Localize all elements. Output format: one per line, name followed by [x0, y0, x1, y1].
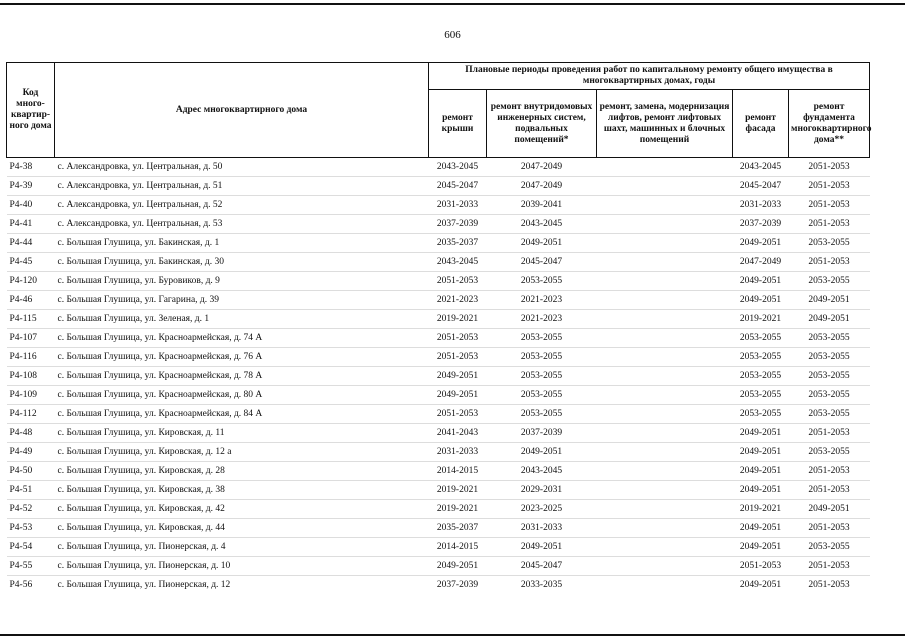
cell-code: Р4-48: [7, 424, 55, 443]
cell-roof: 2021-2023: [429, 291, 487, 310]
cell-roof: 2037-2039: [436, 580, 479, 590]
cell-roof: 2049-2051: [429, 557, 487, 576]
cell-code: Р4-41: [7, 215, 55, 234]
table-row: [7, 196, 870, 215]
cell-roof: 2051-2053: [429, 329, 487, 348]
cell-roof: 2037-2039: [429, 215, 487, 234]
cell-address: с. Большая Глушица, ул. Пионерская, д. 10: [55, 557, 429, 576]
cell-elevators: [597, 386, 733, 405]
cell-code: Р4-45: [7, 253, 55, 272]
cell-elevators: [597, 405, 733, 424]
cell-address: с. Большая Глушица, ул. Кировская, д. 38: [55, 481, 429, 500]
cell-foundation: 2051-2053: [808, 580, 850, 590]
table-row: [7, 348, 870, 367]
cell-address: с. Большая Глушица, ул. Пионерская, д. 4: [55, 538, 429, 557]
table-row: [7, 538, 870, 557]
cell-foundation: 2051-2053: [789, 158, 870, 177]
cell-facade: 2049-2051: [733, 272, 789, 291]
cell-facade: 2053-2055: [733, 329, 789, 348]
cell-address: с. Большая Глушица, ул. Красноармейская, д. 78 А: [55, 367, 429, 386]
cell-engineering: 2047-2049: [487, 158, 597, 177]
cell-code: Р4-39: [7, 177, 55, 196]
cell-address: с. Александровка, ул. Центральная, д. 50: [55, 158, 429, 177]
cell-code: Р4-40: [7, 196, 55, 215]
cell-address: с. Большая Глушица, ул. Красноармейская, д. 74 А: [55, 329, 429, 348]
cell-engineering: 2045-2047: [487, 253, 597, 272]
cell-roof: 2019-2021: [429, 310, 487, 329]
cell-elevators: [597, 329, 733, 348]
cell-engineering: 2031-2033: [487, 519, 597, 538]
table-row: [7, 405, 870, 424]
header-roof: ремонт крыши: [429, 90, 487, 158]
table-row: [7, 253, 870, 272]
table-row: [7, 481, 870, 500]
header-row-top: [7, 63, 870, 90]
cell-elevators: [597, 348, 733, 367]
cell-facade: 2049-2051: [733, 234, 789, 253]
cell-engineering: 2053-2055: [487, 405, 597, 424]
cell-facade: 2047-2049: [733, 253, 789, 272]
cell-roof: 2031-2033: [429, 443, 487, 462]
bottom-rule: [0, 634, 905, 636]
cell-engineering: 2049-2051: [487, 538, 597, 557]
cell-facade: 2053-2055: [733, 367, 789, 386]
cell-roof: 2014-2015: [429, 462, 487, 481]
cell-engineering: 2045-2047: [487, 557, 597, 576]
table-row: [7, 177, 870, 196]
cell-roof: 2031-2033: [429, 196, 487, 215]
cell-address: с. Александровка, ул. Центральная, д. 53: [55, 215, 429, 234]
cell-code: Р4-116: [7, 348, 55, 367]
cell-facade: 2053-2055: [733, 386, 789, 405]
cell-foundation: 2053-2055: [789, 329, 870, 348]
table-row: [7, 158, 870, 177]
cell-facade: 2053-2055: [733, 348, 789, 367]
cell-elevators: [597, 272, 733, 291]
cell-code: Р4-115: [7, 310, 55, 329]
cell-foundation: 2053-2055: [789, 538, 870, 557]
top-rule: [0, 3, 905, 5]
cell-address: с. Большая Глушица, ул. Пионерская, д. 12: [57, 580, 231, 590]
cell-facade: 2031-2033: [733, 196, 789, 215]
cell-facade: 2045-2047: [733, 177, 789, 196]
cell-address: с. Александровка, ул. Центральная, д. 52: [55, 196, 429, 215]
header-periods: Плановые периоды проведения работ по капитальному ремонту общего имущества в многоквартирных домах, годы: [429, 63, 870, 90]
cell-code: Р4-109: [7, 386, 55, 405]
cell-code: Р4-46: [7, 291, 55, 310]
cell-engineering: 2049-2051: [487, 234, 597, 253]
cell-facade: 2019-2021: [733, 310, 789, 329]
header-facade: ремонт фасада: [733, 90, 789, 158]
cell-engineering: 2053-2055: [487, 386, 597, 405]
cell-address: с. Большая Глушица, ул. Кировская, д. 11: [55, 424, 429, 443]
cell-foundation: 2051-2053: [789, 462, 870, 481]
cell-code: Р4-50: [7, 462, 55, 481]
cell-code: Р4-107: [7, 329, 55, 348]
cell-elevators: [597, 177, 733, 196]
cell-code: Р4-51: [7, 481, 55, 500]
cell-elevators: [597, 576, 733, 595]
cell-elevators: [597, 538, 733, 557]
cell-elevators: [597, 196, 733, 215]
header-address: Адрес многоквартирного дома: [55, 63, 429, 158]
cell-address: с. Большая Глушица, ул. Зеленая, д. 1: [55, 310, 429, 329]
cell-engineering: 2049-2051: [487, 443, 597, 462]
cell-engineering: 2043-2045: [487, 462, 597, 481]
cell-foundation: 2053-2055: [789, 234, 870, 253]
cell-address: с. Большая Глушица, ул. Красноармейская, д. 76 А: [55, 348, 429, 367]
cell-foundation: 2051-2053: [789, 424, 870, 443]
cell-elevators: [597, 443, 733, 462]
cell-code: Р4-44: [7, 234, 55, 253]
cell-facade: 2037-2039: [733, 215, 789, 234]
cell-elevators: [597, 215, 733, 234]
cell-facade: 2049-2051: [733, 538, 789, 557]
cell-facade: 2049-2051: [739, 580, 782, 590]
cell-address: с. Большая Глушица, ул. Бакинская, д. 1: [55, 234, 429, 253]
cell-elevators: [597, 253, 733, 272]
table-body: [7, 158, 870, 595]
cell-address: с. Большая Глушица, ул. Буровиков, д. 9: [55, 272, 429, 291]
cell-facade: 2049-2051: [733, 424, 789, 443]
table-row: [7, 329, 870, 348]
cell-engineering: 2021-2023: [487, 291, 597, 310]
cell-elevators: [597, 519, 733, 538]
cell-elevators: [597, 234, 733, 253]
cell-foundation: 2053-2055: [789, 386, 870, 405]
cell-address: с. Большая Глушица, ул. Бакинская, д. 30: [55, 253, 429, 272]
cell-elevators: [597, 158, 733, 177]
cell-roof: 2049-2051: [429, 367, 487, 386]
cell-code: Р4-54: [7, 538, 55, 557]
cell-foundation: 2053-2055: [789, 348, 870, 367]
cell-address: с. Большая Глушица, ул. Кировская, д. 28: [55, 462, 429, 481]
cell-elevators: [597, 462, 733, 481]
header-code: Код много-квартир-ного дома: [7, 63, 55, 158]
table-row: [7, 386, 870, 405]
cell-roof: 2019-2021: [429, 500, 487, 519]
cell-foundation: 2049-2051: [789, 500, 870, 519]
cell-address: с. Большая Глушица, ул. Кировская, д. 12 а: [55, 443, 429, 462]
cell-facade: 2049-2051: [733, 443, 789, 462]
header-engineering: ремонт внутридомовых инженерных систем, подвальных помещений*: [487, 90, 597, 158]
cell-code: Р4-52: [7, 500, 55, 519]
cell-code: Р4-49: [7, 443, 55, 462]
cell-foundation: 2051-2053: [789, 519, 870, 538]
cell-roof: 2035-2037: [429, 519, 487, 538]
cell-roof: 2014-2015: [429, 538, 487, 557]
cell-code: Р4-53: [7, 519, 55, 538]
cell-address: с. Большая Глушица, ул. Красноармейская, д. 80 А: [55, 386, 429, 405]
cell-facade: 2049-2051: [733, 462, 789, 481]
repair-schedule-table: [6, 62, 870, 594]
header-foundation: ремонт фундамента многоквартирного дома**: [789, 90, 870, 158]
cell-engineering: 2029-2031: [487, 481, 597, 500]
cell-address: с. Большая Глушица, ул. Кировская, д. 44: [55, 519, 429, 538]
table-row: [7, 424, 870, 443]
cell-foundation: 2051-2053: [789, 481, 870, 500]
cell-engineering: 2053-2055: [487, 272, 597, 291]
cell-roof: 2051-2053: [429, 272, 487, 291]
cell-elevators: [597, 367, 733, 386]
table-row: [7, 310, 870, 329]
cell-code: Р4-56: [9, 580, 33, 590]
cell-engineering: 2043-2045: [487, 215, 597, 234]
cell-foundation: 2053-2055: [789, 443, 870, 462]
cell-engineering: 2053-2055: [487, 348, 597, 367]
cell-engineering: 2033-2035: [520, 580, 563, 590]
cell-roof: 2049-2051: [429, 386, 487, 405]
cell-engineering: 2047-2049: [487, 177, 597, 196]
cell-address: с. Большая Глушица, ул. Гагарина, д. 39: [55, 291, 429, 310]
cell-elevators: [597, 291, 733, 310]
cell-code: Р4-112: [7, 405, 55, 424]
cell-elevators: [597, 557, 733, 576]
cell-engineering: 2053-2055: [487, 367, 597, 386]
cell-roof: 2045-2047: [429, 177, 487, 196]
cell-roof: 2043-2045: [429, 158, 487, 177]
cell-engineering: 2021-2023: [487, 310, 597, 329]
cell-facade: 2049-2051: [733, 291, 789, 310]
cell-foundation: 2051-2053: [789, 557, 870, 576]
cell-facade: 2049-2051: [733, 481, 789, 500]
cell-foundation: 2051-2053: [789, 215, 870, 234]
cell-foundation: 2049-2051: [789, 310, 870, 329]
cell-address: с. Большая Глушица, ул. Красноармейская, д. 84 А: [55, 405, 429, 424]
cell-foundation: 2053-2055: [789, 367, 870, 386]
table-row: [7, 272, 870, 291]
cell-roof: 2043-2045: [429, 253, 487, 272]
table-row: [7, 291, 870, 310]
table-row: [7, 557, 870, 576]
cell-roof: 2041-2043: [429, 424, 487, 443]
cell-code: Р4-108: [7, 367, 55, 386]
cell-foundation: 2049-2051: [789, 291, 870, 310]
cell-code: Р4-55: [7, 557, 55, 576]
cell-engineering: 2039-2041: [487, 196, 597, 215]
cell-elevators: [597, 424, 733, 443]
cell-elevators: [597, 500, 733, 519]
cell-engineering: 2053-2055: [487, 329, 597, 348]
cell-code: Р4-120: [7, 272, 55, 291]
cell-engineering: 2023-2025: [487, 500, 597, 519]
cell-foundation: 2051-2053: [789, 253, 870, 272]
table-row: [7, 443, 870, 462]
table-row: [7, 234, 870, 253]
cell-facade: 2049-2051: [733, 519, 789, 538]
cell-foundation: 2053-2055: [789, 272, 870, 291]
cell-facade: 2043-2045: [733, 158, 789, 177]
cell-address: с. Александровка, ул. Центральная, д. 51: [55, 177, 429, 196]
header-elevators: ремонт, замена, модернизация лифтов, ремонт лифтовых шахт, машинных и блочных помещений: [597, 90, 733, 158]
cell-foundation: 2051-2053: [789, 196, 870, 215]
cell-code: Р4-38: [7, 158, 55, 177]
cell-roof: 2051-2053: [429, 405, 487, 424]
cell-engineering: 2037-2039: [487, 424, 597, 443]
cell-facade: 2053-2055: [733, 405, 789, 424]
cell-facade: 2019-2021: [733, 500, 789, 519]
table-row: [7, 367, 870, 386]
cell-foundation: 2051-2053: [789, 177, 870, 196]
cell-roof: 2051-2053: [429, 348, 487, 367]
page-number: 606: [444, 29, 461, 41]
table-row: [7, 462, 870, 481]
cell-elevators: [597, 481, 733, 500]
table-row: [7, 500, 870, 519]
cell-elevators: [597, 310, 733, 329]
cell-foundation: 2053-2055: [789, 405, 870, 424]
cell-facade: 2051-2053: [733, 557, 789, 576]
table-row: [7, 576, 870, 595]
cell-roof: 2035-2037: [429, 234, 487, 253]
table-row: [7, 215, 870, 234]
cell-roof: 2019-2021: [429, 481, 487, 500]
table-row: [7, 519, 870, 538]
cell-address: с. Большая Глушица, ул. Кировская, д. 42: [55, 500, 429, 519]
